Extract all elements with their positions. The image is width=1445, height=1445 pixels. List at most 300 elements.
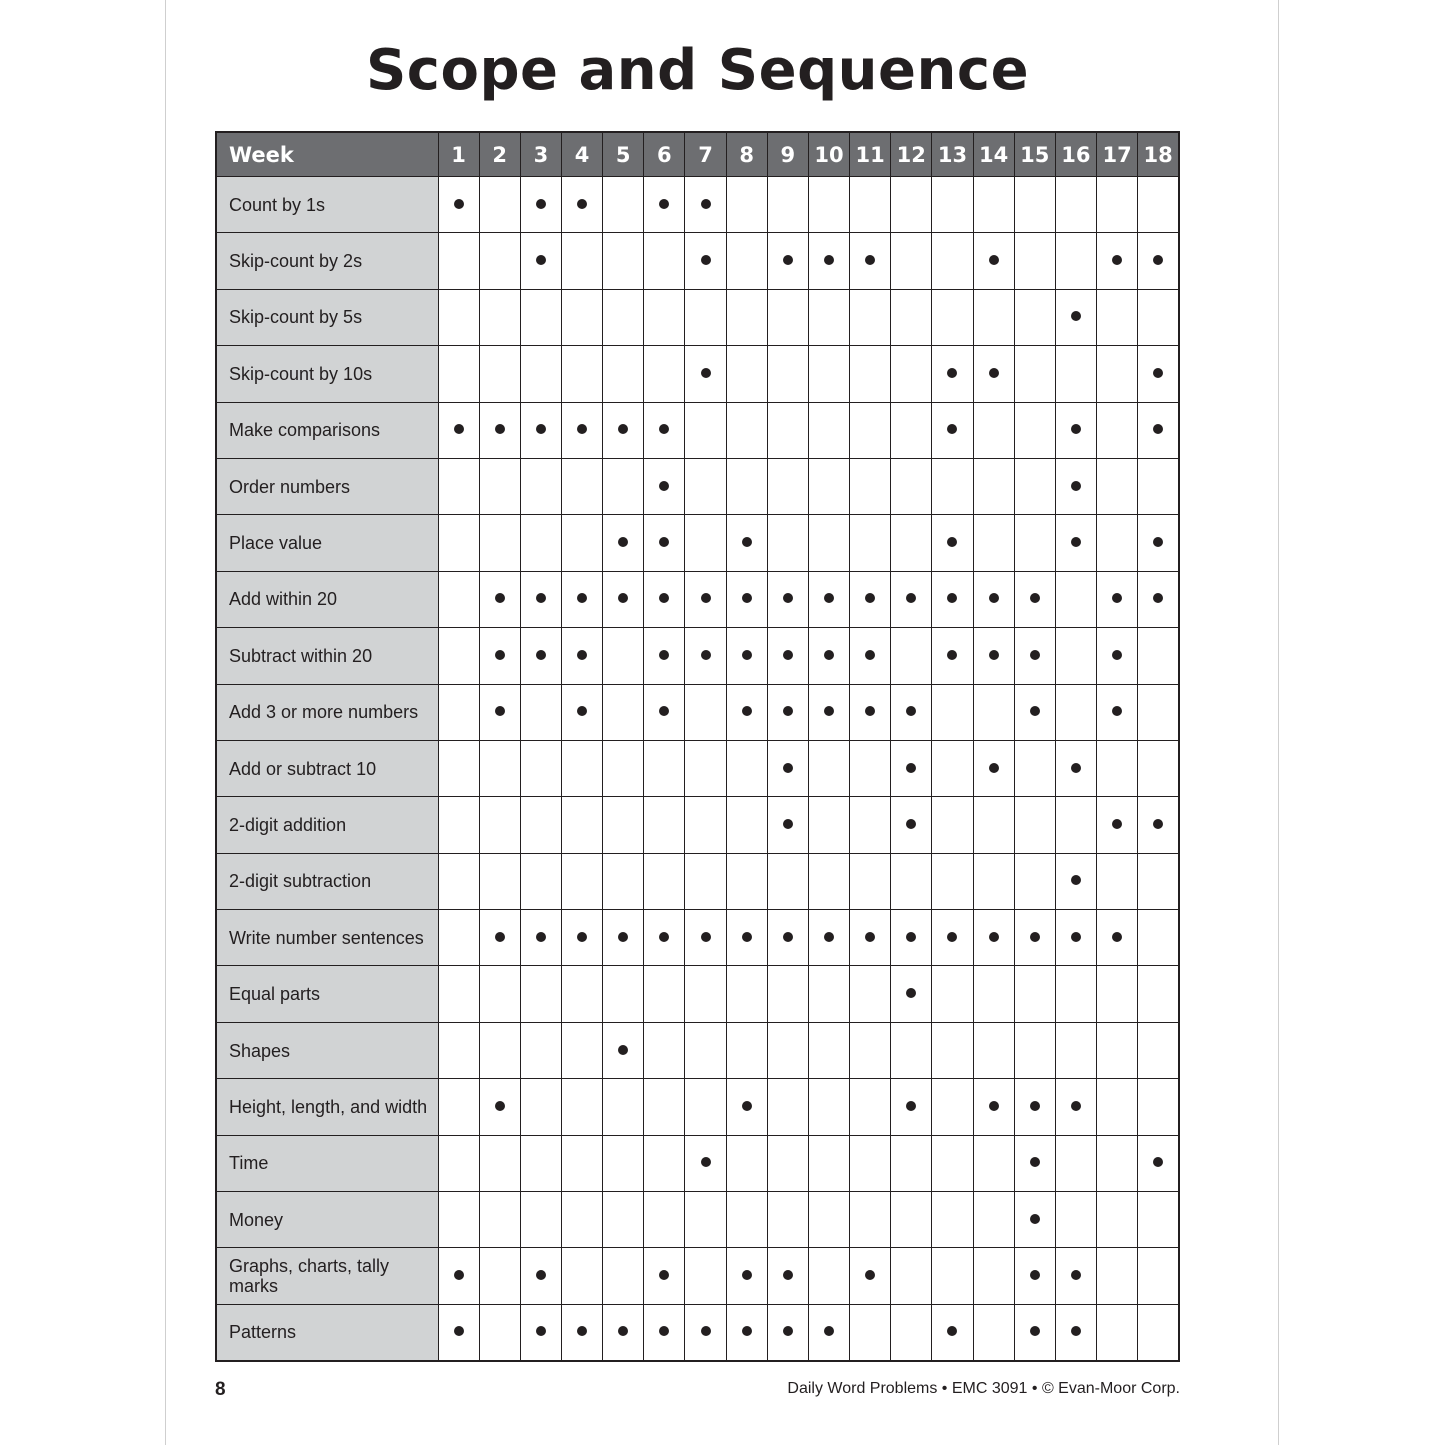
week-cell bbox=[808, 1079, 849, 1135]
week-cell bbox=[932, 233, 973, 289]
week-cell bbox=[1138, 628, 1179, 684]
dot-marker bbox=[906, 1101, 916, 1111]
week-cell bbox=[520, 515, 561, 571]
dot-marker bbox=[495, 593, 505, 603]
week-cell bbox=[603, 910, 644, 966]
week-cell bbox=[973, 402, 1014, 458]
week-cell bbox=[644, 177, 685, 233]
dot-marker bbox=[783, 819, 793, 829]
week-cell bbox=[891, 684, 932, 740]
week-cell bbox=[1014, 571, 1055, 627]
week-cell bbox=[1014, 853, 1055, 909]
skill-label: Shapes bbox=[216, 1022, 438, 1078]
week-cell bbox=[808, 177, 849, 233]
week-cell bbox=[644, 402, 685, 458]
week-cell bbox=[438, 177, 479, 233]
week-number-12: 12 bbox=[891, 132, 932, 177]
dot-marker bbox=[783, 1326, 793, 1336]
week-cell bbox=[808, 740, 849, 796]
week-cell bbox=[1014, 797, 1055, 853]
dot-marker bbox=[495, 424, 505, 434]
week-cell bbox=[603, 966, 644, 1022]
dot-marker bbox=[454, 1270, 464, 1280]
week-cell bbox=[808, 1248, 849, 1304]
dot-marker bbox=[495, 932, 505, 942]
week-cell bbox=[561, 346, 602, 402]
table-row bbox=[216, 571, 1179, 627]
week-cell bbox=[520, 1079, 561, 1135]
week-cell bbox=[767, 1135, 808, 1191]
dot-marker bbox=[618, 1326, 628, 1336]
week-cell bbox=[1138, 966, 1179, 1022]
dot-marker bbox=[1112, 650, 1122, 660]
week-cell bbox=[973, 740, 1014, 796]
week-cell bbox=[767, 684, 808, 740]
dot-marker bbox=[1112, 932, 1122, 942]
week-cell bbox=[603, 1304, 644, 1360]
week-cell bbox=[644, 571, 685, 627]
week-cell bbox=[1097, 233, 1138, 289]
dot-marker bbox=[906, 932, 916, 942]
week-cell bbox=[808, 966, 849, 1022]
table-row bbox=[216, 853, 1179, 909]
week-cell bbox=[973, 1135, 1014, 1191]
week-number-15: 15 bbox=[1014, 132, 1055, 177]
week-cell bbox=[1138, 684, 1179, 740]
dot-marker bbox=[536, 650, 546, 660]
week-cell bbox=[479, 233, 520, 289]
week-cell bbox=[1055, 1022, 1096, 1078]
dot-marker bbox=[824, 255, 834, 265]
week-cell bbox=[850, 1022, 891, 1078]
week-cell bbox=[767, 797, 808, 853]
week-cell bbox=[603, 853, 644, 909]
week-cell bbox=[1138, 402, 1179, 458]
week-cell bbox=[438, 1304, 479, 1360]
week-cell bbox=[561, 910, 602, 966]
week-cell bbox=[767, 233, 808, 289]
week-cell bbox=[685, 910, 726, 966]
week-cell bbox=[1138, 1135, 1179, 1191]
week-cell bbox=[726, 684, 767, 740]
week-cell bbox=[891, 910, 932, 966]
dot-marker bbox=[906, 819, 916, 829]
dot-marker bbox=[454, 1326, 464, 1336]
week-cell bbox=[685, 233, 726, 289]
dot-marker bbox=[742, 593, 752, 603]
week-cell bbox=[1014, 1135, 1055, 1191]
skill-label: Patterns bbox=[216, 1304, 438, 1360]
dot-marker bbox=[947, 932, 957, 942]
week-cell bbox=[726, 1079, 767, 1135]
dot-marker bbox=[1153, 537, 1163, 547]
week-cell bbox=[891, 1022, 932, 1078]
week-cell bbox=[891, 289, 932, 345]
dot-marker bbox=[618, 537, 628, 547]
dot-marker bbox=[1153, 1157, 1163, 1167]
week-cell bbox=[520, 233, 561, 289]
week-cell bbox=[1138, 1248, 1179, 1304]
dot-marker bbox=[947, 1326, 957, 1336]
week-cell bbox=[1138, 233, 1179, 289]
week-cell bbox=[850, 289, 891, 345]
dot-marker bbox=[659, 932, 669, 942]
week-cell bbox=[1138, 1022, 1179, 1078]
dot-marker bbox=[906, 706, 916, 716]
week-cell bbox=[685, 177, 726, 233]
week-cell bbox=[808, 233, 849, 289]
week-cell bbox=[767, 402, 808, 458]
dot-marker bbox=[659, 593, 669, 603]
week-cell bbox=[479, 515, 520, 571]
week-cell bbox=[438, 515, 479, 571]
week-cell bbox=[1014, 684, 1055, 740]
week-cell bbox=[726, 797, 767, 853]
week-cell bbox=[520, 1022, 561, 1078]
week-cell bbox=[685, 515, 726, 571]
week-cell bbox=[1055, 684, 1096, 740]
week-cell bbox=[932, 515, 973, 571]
week-cell bbox=[1055, 571, 1096, 627]
dot-marker bbox=[536, 1270, 546, 1280]
skill-label: Order numbers bbox=[216, 458, 438, 514]
week-cell bbox=[438, 797, 479, 853]
dot-marker bbox=[824, 932, 834, 942]
dot-marker bbox=[783, 706, 793, 716]
week-cell bbox=[850, 740, 891, 796]
week-cell bbox=[479, 853, 520, 909]
week-cell bbox=[1014, 1192, 1055, 1248]
week-cell bbox=[520, 684, 561, 740]
dot-marker bbox=[1153, 593, 1163, 603]
dot-marker bbox=[1071, 875, 1081, 885]
week-cell bbox=[726, 1135, 767, 1191]
week-cell bbox=[767, 853, 808, 909]
dot-marker bbox=[659, 537, 669, 547]
week-cell bbox=[1014, 346, 1055, 402]
week-cell bbox=[1055, 1248, 1096, 1304]
week-cell bbox=[1014, 515, 1055, 571]
dot-marker bbox=[1030, 1270, 1040, 1280]
week-cell bbox=[767, 966, 808, 1022]
week-cell bbox=[891, 853, 932, 909]
week-cell bbox=[438, 1248, 479, 1304]
skill-label: Write number sentences bbox=[216, 910, 438, 966]
dot-marker bbox=[536, 1326, 546, 1336]
week-cell bbox=[932, 797, 973, 853]
week-cell bbox=[438, 1022, 479, 1078]
week-cell bbox=[1097, 740, 1138, 796]
dot-marker bbox=[659, 650, 669, 660]
dot-marker bbox=[865, 650, 875, 660]
week-cell bbox=[1055, 797, 1096, 853]
week-cell bbox=[520, 910, 561, 966]
dot-marker bbox=[495, 650, 505, 660]
week-cell bbox=[685, 966, 726, 1022]
week-cell bbox=[1097, 628, 1138, 684]
week-cell bbox=[479, 740, 520, 796]
dot-marker bbox=[1030, 706, 1040, 716]
week-cell bbox=[891, 402, 932, 458]
dot-marker bbox=[1071, 537, 1081, 547]
dot-marker bbox=[1030, 593, 1040, 603]
week-cell bbox=[1138, 458, 1179, 514]
dot-marker bbox=[1071, 763, 1081, 773]
week-cell bbox=[438, 346, 479, 402]
week-cell bbox=[644, 740, 685, 796]
week-cell bbox=[1138, 1079, 1179, 1135]
week-cell bbox=[932, 1022, 973, 1078]
week-cell bbox=[808, 853, 849, 909]
dot-marker bbox=[577, 706, 587, 716]
week-cell bbox=[644, 346, 685, 402]
skill-label: Count by 1s bbox=[216, 177, 438, 233]
dot-marker bbox=[947, 537, 957, 547]
dot-marker bbox=[1030, 1326, 1040, 1336]
week-cell bbox=[767, 740, 808, 796]
week-cell bbox=[603, 684, 644, 740]
week-cell bbox=[1055, 1304, 1096, 1360]
week-cell bbox=[479, 1022, 520, 1078]
dot-marker bbox=[865, 706, 875, 716]
week-cell bbox=[973, 233, 1014, 289]
week-cell bbox=[561, 402, 602, 458]
dot-marker bbox=[701, 199, 711, 209]
week-cell bbox=[479, 628, 520, 684]
week-cell bbox=[520, 346, 561, 402]
week-cell bbox=[1138, 1192, 1179, 1248]
week-cell bbox=[685, 1135, 726, 1191]
dot-marker bbox=[824, 593, 834, 603]
dot-marker bbox=[1071, 481, 1081, 491]
skill-label: Skip-count by 10s bbox=[216, 346, 438, 402]
week-cell bbox=[726, 1022, 767, 1078]
week-cell bbox=[726, 1192, 767, 1248]
dot-marker bbox=[1030, 1214, 1040, 1224]
week-cell bbox=[932, 402, 973, 458]
week-cell bbox=[891, 1304, 932, 1360]
week-cell bbox=[438, 684, 479, 740]
skill-label: Graphs, charts, tally marks bbox=[216, 1248, 438, 1304]
week-cell bbox=[685, 853, 726, 909]
week-cell bbox=[644, 628, 685, 684]
week-number-13: 13 bbox=[932, 132, 973, 177]
dot-marker bbox=[1153, 819, 1163, 829]
table-row bbox=[216, 233, 1179, 289]
skill-label: Skip-count by 5s bbox=[216, 289, 438, 345]
week-cell bbox=[561, 1022, 602, 1078]
week-cell bbox=[891, 628, 932, 684]
skill-label: Time bbox=[216, 1135, 438, 1191]
table-row bbox=[216, 346, 1179, 402]
week-cell bbox=[520, 966, 561, 1022]
week-cell bbox=[850, 402, 891, 458]
page-title: Scope and Sequence bbox=[365, 38, 1030, 103]
week-cell bbox=[644, 233, 685, 289]
dot-marker bbox=[1153, 368, 1163, 378]
dot-marker bbox=[1112, 255, 1122, 265]
dot-marker bbox=[742, 932, 752, 942]
week-cell bbox=[1014, 177, 1055, 233]
dot-marker bbox=[865, 255, 875, 265]
week-cell bbox=[1097, 797, 1138, 853]
week-cell bbox=[520, 740, 561, 796]
dot-marker bbox=[1112, 819, 1122, 829]
week-cell bbox=[644, 853, 685, 909]
week-cell bbox=[891, 1135, 932, 1191]
week-cell bbox=[1014, 289, 1055, 345]
dot-marker bbox=[577, 593, 587, 603]
week-cell bbox=[932, 1135, 973, 1191]
week-cell bbox=[850, 1304, 891, 1360]
dot-marker bbox=[783, 932, 793, 942]
dot-marker bbox=[577, 1326, 587, 1336]
week-cell bbox=[561, 515, 602, 571]
week-cell bbox=[520, 402, 561, 458]
dot-marker bbox=[742, 650, 752, 660]
week-cell bbox=[850, 966, 891, 1022]
week-cell bbox=[850, 515, 891, 571]
week-cell bbox=[1097, 1135, 1138, 1191]
dot-marker bbox=[1071, 932, 1081, 942]
week-cell bbox=[1138, 177, 1179, 233]
dot-marker bbox=[659, 481, 669, 491]
table-row bbox=[216, 402, 1179, 458]
week-cell bbox=[850, 458, 891, 514]
dot-marker bbox=[783, 1270, 793, 1280]
week-cell bbox=[1138, 797, 1179, 853]
week-cell bbox=[479, 177, 520, 233]
week-cell bbox=[1014, 1022, 1055, 1078]
dot-marker bbox=[659, 424, 669, 434]
week-cell bbox=[644, 684, 685, 740]
week-cell bbox=[1097, 966, 1138, 1022]
week-cell bbox=[1055, 740, 1096, 796]
week-cell bbox=[1138, 740, 1179, 796]
dot-marker bbox=[1153, 255, 1163, 265]
week-cell bbox=[932, 289, 973, 345]
week-cell bbox=[1055, 1079, 1096, 1135]
dot-marker bbox=[536, 593, 546, 603]
week-cell bbox=[644, 458, 685, 514]
skill-label: 2-digit subtraction bbox=[216, 853, 438, 909]
table-row bbox=[216, 966, 1179, 1022]
week-cell bbox=[1097, 458, 1138, 514]
skill-label: Place value bbox=[216, 515, 438, 571]
week-cell bbox=[891, 1248, 932, 1304]
skill-label: Equal parts bbox=[216, 966, 438, 1022]
dot-marker bbox=[783, 255, 793, 265]
dot-marker bbox=[701, 255, 711, 265]
week-cell bbox=[685, 402, 726, 458]
week-cell bbox=[479, 1079, 520, 1135]
week-cell bbox=[1055, 853, 1096, 909]
week-cell bbox=[726, 910, 767, 966]
week-cell bbox=[973, 1248, 1014, 1304]
week-cell bbox=[891, 177, 932, 233]
week-cell bbox=[685, 571, 726, 627]
week-cell bbox=[726, 628, 767, 684]
week-cell bbox=[850, 177, 891, 233]
week-cell bbox=[808, 797, 849, 853]
week-cell bbox=[561, 1192, 602, 1248]
page-number: 8 bbox=[215, 1379, 226, 1400]
week-cell bbox=[767, 458, 808, 514]
week-cell bbox=[973, 853, 1014, 909]
table-row bbox=[216, 1304, 1179, 1360]
week-cell bbox=[685, 1079, 726, 1135]
week-cell bbox=[973, 910, 1014, 966]
week-cell bbox=[644, 1022, 685, 1078]
week-cell bbox=[726, 515, 767, 571]
week-cell bbox=[808, 628, 849, 684]
week-cell bbox=[603, 571, 644, 627]
week-cell bbox=[561, 458, 602, 514]
dot-marker bbox=[1071, 1326, 1081, 1336]
dot-marker bbox=[865, 932, 875, 942]
week-cell bbox=[479, 684, 520, 740]
week-cell bbox=[973, 1079, 1014, 1135]
dot-marker bbox=[865, 1270, 875, 1280]
week-cell bbox=[520, 1304, 561, 1360]
week-cell bbox=[520, 1135, 561, 1191]
dot-marker bbox=[742, 1270, 752, 1280]
week-cell bbox=[973, 289, 1014, 345]
week-cell bbox=[1138, 571, 1179, 627]
week-cell bbox=[561, 853, 602, 909]
week-cell bbox=[644, 1192, 685, 1248]
dot-marker bbox=[1030, 1101, 1040, 1111]
dot-marker bbox=[783, 650, 793, 660]
dot-marker bbox=[906, 763, 916, 773]
table-row bbox=[216, 1022, 1179, 1078]
week-cell bbox=[973, 966, 1014, 1022]
week-cell bbox=[520, 853, 561, 909]
week-number-1: 1 bbox=[438, 132, 479, 177]
table-row bbox=[216, 910, 1179, 966]
week-cell bbox=[808, 684, 849, 740]
dot-marker bbox=[454, 199, 464, 209]
table-row bbox=[216, 797, 1179, 853]
week-cell bbox=[644, 1248, 685, 1304]
week-cell bbox=[1097, 1079, 1138, 1135]
skill-label: Money bbox=[216, 1192, 438, 1248]
week-cell bbox=[726, 853, 767, 909]
week-cell bbox=[561, 740, 602, 796]
week-cell bbox=[603, 797, 644, 853]
week-cell bbox=[603, 740, 644, 796]
week-cell bbox=[932, 346, 973, 402]
week-cell bbox=[479, 571, 520, 627]
week-cell bbox=[973, 458, 1014, 514]
week-cell bbox=[644, 515, 685, 571]
week-cell bbox=[520, 1248, 561, 1304]
week-cell bbox=[891, 1079, 932, 1135]
week-cell bbox=[850, 628, 891, 684]
week-cell bbox=[603, 177, 644, 233]
week-cell bbox=[891, 458, 932, 514]
week-cell bbox=[808, 289, 849, 345]
week-cell bbox=[561, 233, 602, 289]
dot-marker bbox=[947, 593, 957, 603]
week-cell bbox=[973, 515, 1014, 571]
week-cell bbox=[726, 966, 767, 1022]
week-cell bbox=[520, 797, 561, 853]
dot-marker bbox=[989, 763, 999, 773]
dot-marker bbox=[742, 706, 752, 716]
week-cell bbox=[932, 1079, 973, 1135]
week-cell bbox=[438, 571, 479, 627]
